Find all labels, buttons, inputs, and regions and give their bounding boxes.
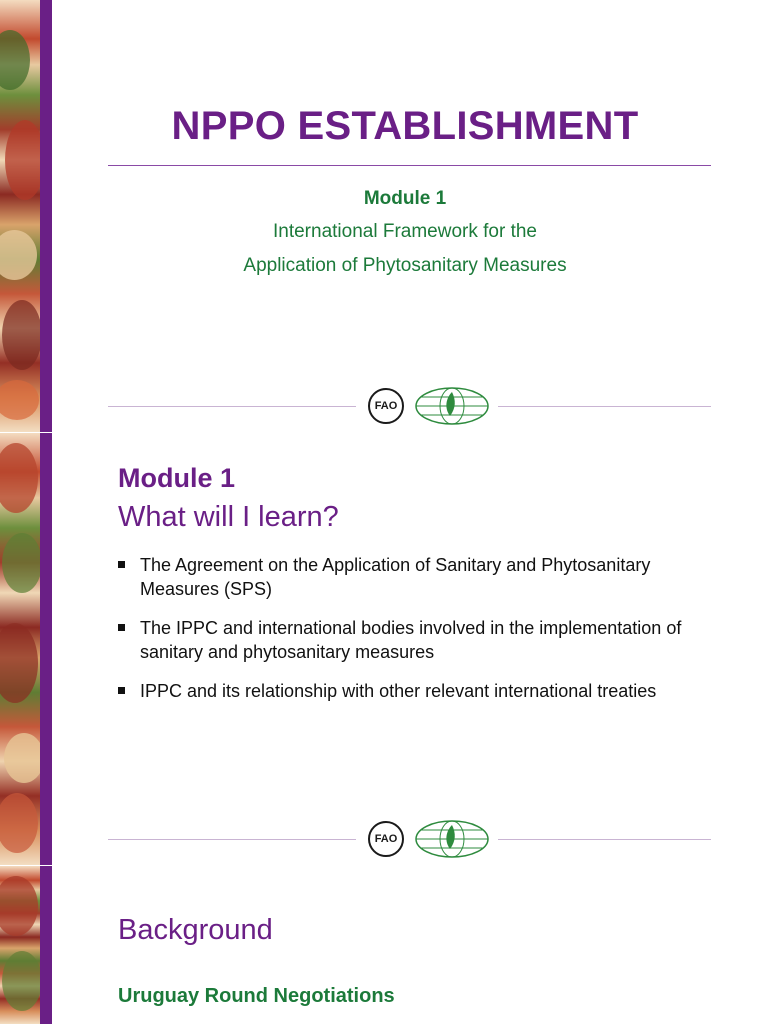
module-heading: Module 1 [118,463,236,493]
botanical-illustration-strip [0,433,40,865]
list-item: The Agreement on the Application of Sanitary and Phytosanitary Measures (SPS) [118,553,698,601]
bullet-square-icon [118,624,125,631]
fao-logo-icon: FAO [368,821,404,857]
title-rule [108,165,711,166]
learning-bullet-list [118,553,698,718]
botanical-illustration-strip [0,0,40,432]
slide-title-text: NPPO ESTABLISHMENT [171,104,639,148]
ippc-logo-icon [414,386,490,426]
subtitle-line-1: International Framework for the [272,221,537,242]
footer-rule-right [498,839,711,840]
list-item: The IPPC and international bodies involved in the implementation of sanitary and phytosanitary measures [118,616,698,664]
bullet-square-icon [118,561,125,568]
purple-vertical-bar [40,866,52,1024]
footer-rule-left [108,839,356,840]
module-label: Module 1 [363,188,447,209]
purple-vertical-bar [40,433,52,865]
list-item: IPPC and its relationship with other relevant international treaties [118,679,698,703]
subtitle-line-2: Application of Phytosanitary Measures [243,255,567,276]
footer-rule-left [108,406,356,407]
bullet-square-icon [118,687,125,694]
slide-background [0,866,768,1024]
learning-heading: What will I learn? [118,501,339,533]
slide-title [0,0,768,432]
slide-learning-outcomes [0,433,768,865]
botanical-illustration-strip [0,866,40,1024]
fao-logo-icon: FAO [368,388,404,424]
background-subheading: Uruguay Round Negotiations [118,985,395,1007]
ippc-logo-icon [414,819,490,859]
purple-vertical-bar [40,0,52,432]
footer-rule-right [498,406,711,407]
background-heading: Background [118,914,273,946]
